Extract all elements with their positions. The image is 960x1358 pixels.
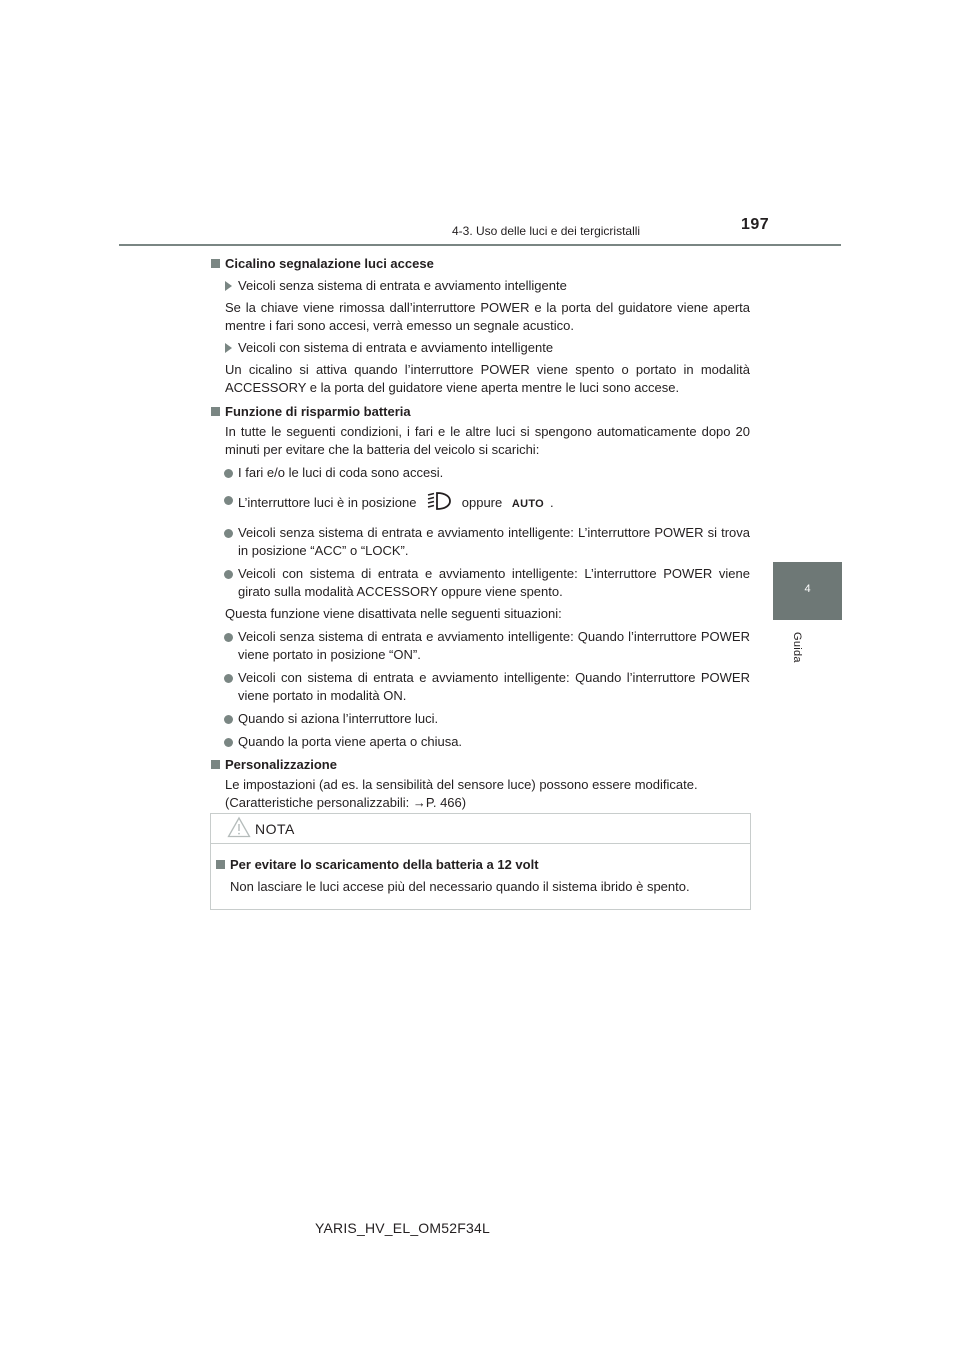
list-item: L’interruttore luci è in posizione oppure AUTO .	[210, 491, 750, 516]
bullet-dot-icon	[224, 529, 233, 538]
triangle-right-icon	[225, 343, 232, 353]
section-heading-personalizzazione: Personalizzazione	[210, 756, 750, 774]
bullet-dot-icon	[224, 469, 233, 478]
chapter-tab-number: 4	[804, 583, 811, 595]
headlight-icon	[426, 491, 452, 516]
chapter-tab	[773, 562, 842, 620]
nota-header	[211, 814, 750, 844]
subheading-text: Veicoli con sistema di entrata e avviamento intelligente	[238, 340, 554, 355]
list-item: I fari e/o le luci di coda sono accesi.	[210, 464, 750, 482]
nota-body	[215, 854, 735, 896]
list-item: Veicoli senza sistema di entrata e avviamento intelligente: L’interruttore POWER si trova in posizione “ACC” o “LOCK”.	[210, 524, 750, 560]
subheading-text: Veicoli senza sistema di entrata e avviamento intelligente	[238, 278, 567, 293]
bullet-dot-icon	[224, 633, 233, 642]
section-heading-cicalino: Cicalino segnalazione luci accese	[210, 255, 750, 273]
auto-mode-icon: AUTO	[511, 497, 545, 510]
page-number: 197	[741, 216, 770, 233]
paragraph: Un cicalino si attiva quando l’interruttore POWER viene spento o portato in modalità ACCESSORY e la porta del guidatore viene aperta mentre le luci sono accese.	[225, 362, 750, 395]
header-section-title: 4-3. Uso delle luci e dei tergicristalli	[452, 224, 641, 238]
subheading-without-smart-entry	[210, 277, 750, 295]
bullet-dot-icon	[224, 674, 233, 683]
bullet-dot-icon	[224, 496, 233, 505]
warning-triangle-icon	[227, 816, 251, 843]
footer-document-code: YARIS_HV_EL_OM52F34L	[315, 1220, 490, 1236]
nota-title: NOTA	[255, 821, 295, 837]
chapter-tab-label: Guida	[791, 632, 803, 663]
paragraph: Se la chiave viene rimossa dall’interruttore POWER e la porta del guidatore viene aperta mentre i fari sono accesi, verrà emesso un segnale acustico.	[225, 300, 750, 333]
nota-heading: Per evitare lo scaricamento della batteria a 12 volt	[215, 856, 735, 874]
bullet-dot-icon	[224, 570, 233, 579]
paragraph: Questa funzione viene disattivata nelle seguenti situazioni:	[225, 606, 562, 621]
main-content	[210, 253, 750, 812]
paragraph-cross-reference: (Caratteristiche personalizzabili: →P. 466)	[225, 795, 467, 810]
list-item: Quando si aziona l’interruttore luci.	[210, 710, 750, 728]
list-item: Veicoli senza sistema di entrata e avviamento intelligente: Quando l’interruttore POWER viene portato in posizione “ON”.	[210, 628, 750, 664]
list-item: Quando la porta viene aperta o chiusa.	[210, 733, 750, 751]
list-item: Veicoli con sistema di entrata e avviamento intelligente: Quando l’interruttore POWER viene portato in modalità ON.	[210, 669, 750, 705]
paragraph: In tutte le seguenti condizioni, i fari e le altre luci si spengono automaticamente dopo 20 minuti per evitare che la batteria del veicolo si scarichi:	[225, 424, 750, 457]
triangle-right-icon	[225, 281, 232, 291]
section-heading-risparmio: Funzione di risparmio batteria	[210, 403, 750, 421]
list-item: Veicoli con sistema di entrata e avviamento intelligente: L’interruttore POWER viene girato sulla modalità ACCESSORY oppure viene spento.	[210, 565, 750, 601]
nota-text: Non lasciare le luci accese più del necessario quando il sistema ibrido è spento.	[230, 879, 690, 894]
header-divider	[119, 244, 841, 246]
bullet-dot-icon	[224, 738, 233, 747]
paragraph: Le impostazioni (ad es. la sensibilità del sensore luce) possono essere modificate.	[225, 777, 698, 792]
nota-box	[210, 813, 751, 910]
subheading-with-smart-entry	[210, 339, 750, 357]
bullet-dot-icon	[224, 715, 233, 724]
